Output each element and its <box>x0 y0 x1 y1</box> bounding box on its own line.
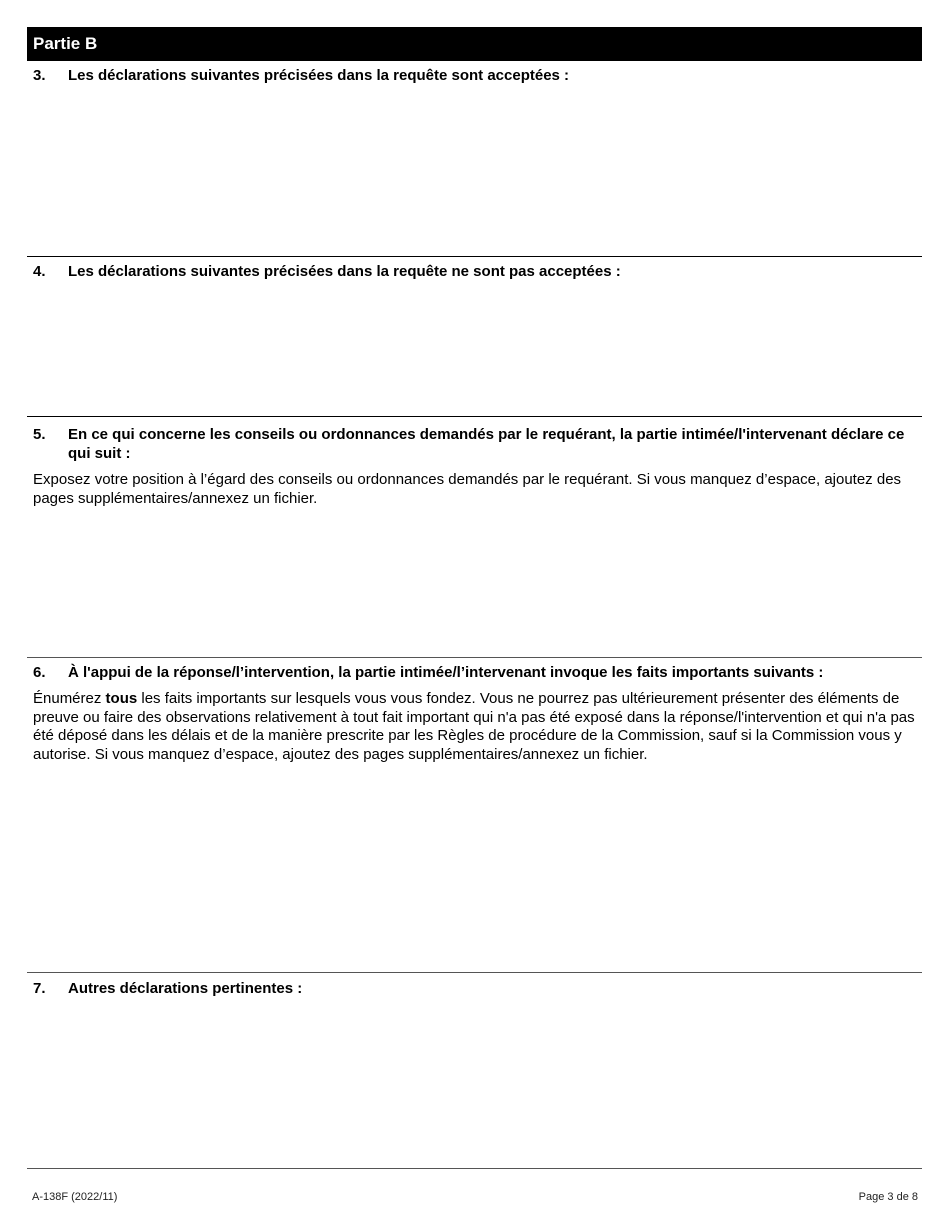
question-5-section <box>27 425 922 638</box>
question-6-number: 6. <box>33 664 46 681</box>
section-divider <box>27 972 922 973</box>
question-5-instructions: Exposez votre position à l’égard des conseils ou ordonnances demandés par le requérant. Si vous manquez d’espace, ajoutez des pages supplémentaires/annexez un fichier. <box>33 471 902 507</box>
question-6-label: À l'appui de la réponse/l’intervention, la partie intimée/l’intervenant invoque les faits importants suivants : <box>68 664 824 681</box>
section-divider <box>27 416 922 417</box>
question-6-instructions <box>33 690 916 764</box>
question-4-label: Les déclarations suivantes précisées dans la requête ne sont pas acceptées : <box>68 263 621 280</box>
question-7-section <box>27 979 922 1158</box>
question-5-title <box>33 425 922 463</box>
question-4-title <box>33 262 922 281</box>
question-6-title <box>33 663 922 682</box>
question-4-number: 4. <box>33 263 46 280</box>
question-6-answer-field[interactable] <box>27 764 922 954</box>
section-divider <box>27 657 922 658</box>
question-6-instructions-rest: les faits importants sur lesquels vous vous fondez. Vous ne pourrez pas ultérieurement présenter des éléments de preuve ou faire des observations relativement à tout fait important qui n'a pas été exposé dans la réponse/l'intervention et qui n'a pas été déposé dans les délais et de la manière prescrite par les Règles de procédure de la Commission, sauf si la Commission vous y autorise. Si vous manquez d’espace, ajoutez des pages supplémentaires/annexez un fichier. <box>33 690 915 763</box>
question-3-label: Les déclarations suivantes précisées dans la requête sont acceptées : <box>68 67 570 84</box>
question-3-title <box>33 66 922 85</box>
question-5-answer-field[interactable] <box>27 508 922 638</box>
question-5-number: 5. <box>33 426 46 443</box>
question-6-instructions-emphasis: tous <box>105 690 138 707</box>
question-3-number: 3. <box>33 67 46 84</box>
question-6-section <box>27 663 922 954</box>
question-4-section <box>27 262 922 406</box>
form-code: A-138F (2022/11) <box>32 1191 118 1203</box>
question-6-instructions-prefix: Énumérez <box>33 690 106 707</box>
question-7-label: Autres déclarations pertinentes : <box>68 980 303 997</box>
question-5-label: En ce qui concerne les conseils ou ordonnances demandés par le requérant, la partie intimée/l'intervenant déclare ce qui suit : <box>68 426 905 462</box>
question-7-number: 7. <box>33 980 46 997</box>
question-7-title <box>33 979 922 998</box>
question-3-section <box>27 66 922 250</box>
question-3-answer-field[interactable] <box>27 85 922 250</box>
question-4-answer-field[interactable] <box>27 281 922 406</box>
section-divider <box>27 1168 922 1169</box>
part-b-header: Partie B <box>27 27 922 61</box>
question-7-answer-field[interactable] <box>27 998 922 1158</box>
section-divider <box>27 256 922 257</box>
page-number: Page 3 de 8 <box>858 1191 918 1203</box>
